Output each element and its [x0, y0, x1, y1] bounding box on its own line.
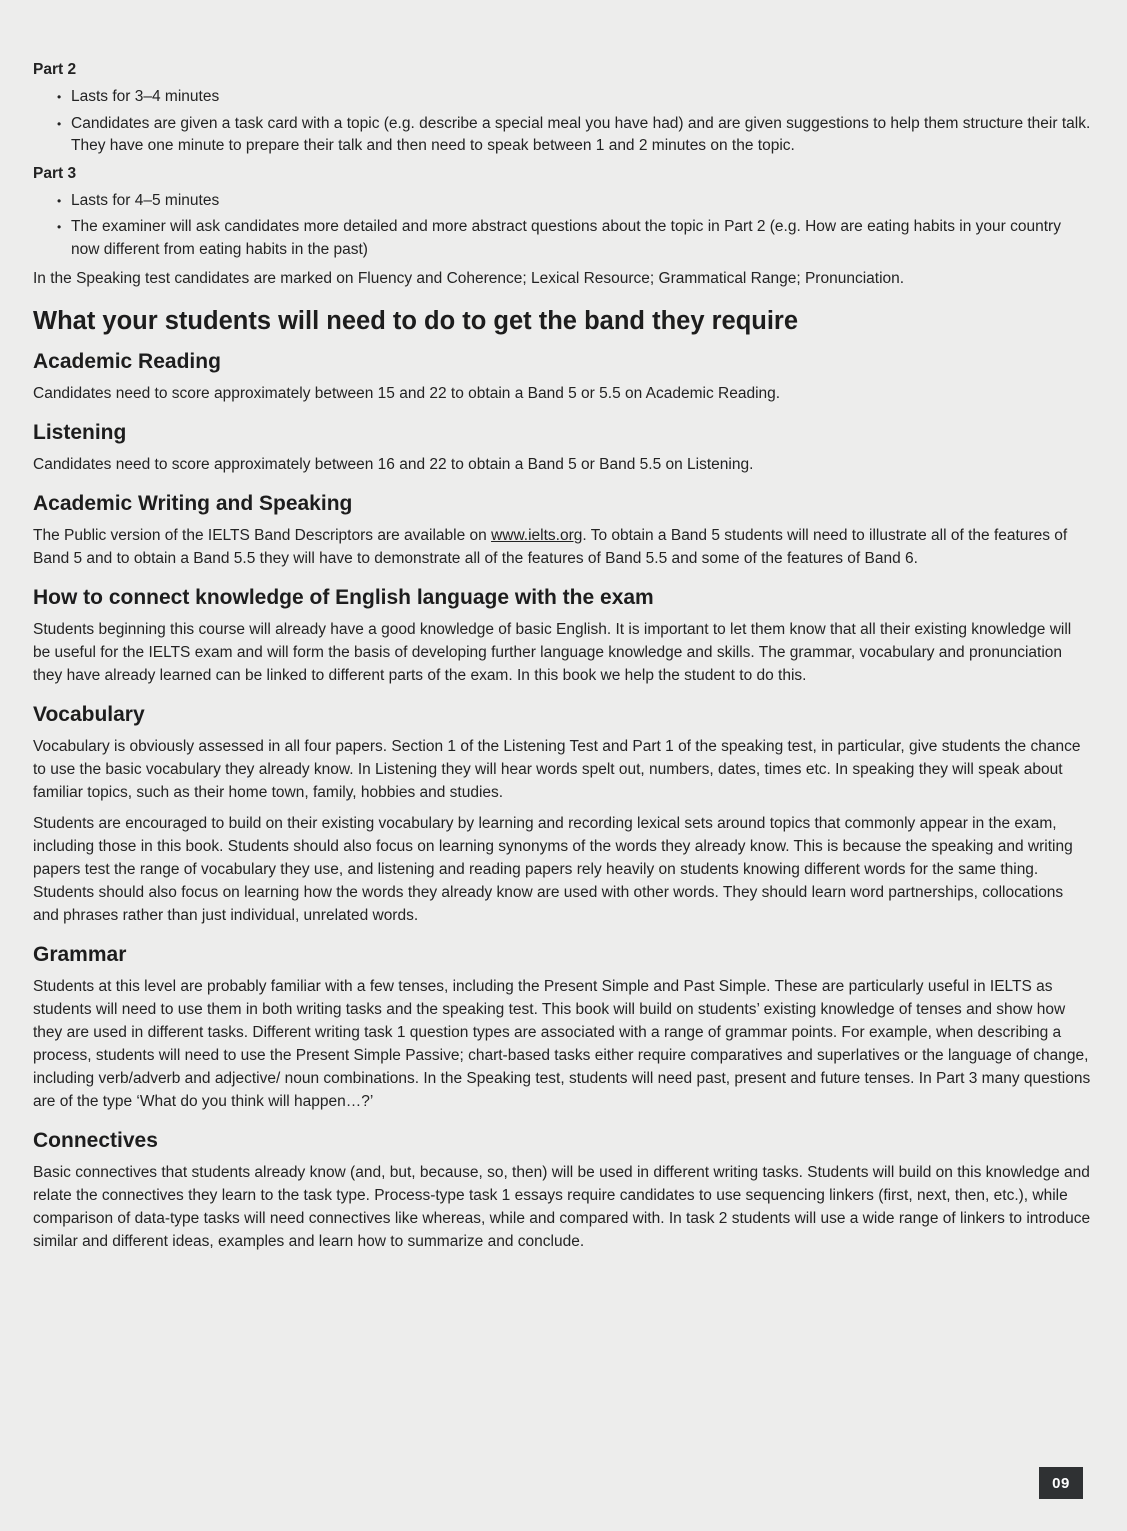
listening-heading: Listening	[33, 421, 127, 444]
listening-text: Candidates need to score approximately between 16 and 22 to obtain a Band 5 or Band 5.5 on Listening.	[33, 456, 754, 473]
part3-bullet-list	[33, 190, 1091, 262]
part2-bullet-list	[33, 86, 1091, 158]
academic-reading-heading: Academic Reading	[33, 350, 221, 373]
page-number-badge: 09	[1039, 1467, 1083, 1499]
writing-speaking-text-after: . To obtain a Band 5 students will need to illustrate all of the features of Band 5 and to obtain a Band 5.5 they will have to demonstrate all of the features of Band 5.5 and some of the features of Band 6.	[33, 527, 1068, 567]
vocabulary-paragraph-2: Students are encouraged to build on their existing vocabulary by learning and recording lexical sets around topics that commonly appear in the exam, including those in this book. Students should also focus on learning synonyms of the words they already know. This is because the speaking and writing papers test the range of vocabulary they use, and listening and reading papers rely heavily on students knowing different words for the same thing. Students should also focus on learning how the words they already know are used with other words. They should learn word partnerships, collocations and phrases rather than just individual, unrelated words.	[33, 815, 1073, 924]
connect-text: Students beginning this course will already have a good knowledge of basic English. It is important to let them know that all their existing knowledge will be useful for the IELTS exam and will form the basis of developing further language knowledge and skills. The grammar, vocabulary and pronunciation they have already learned can be linked to different parts of the exam. In this book we help the student to do this.	[33, 621, 1072, 684]
main-heading: What your students will need to do to get the band they require	[33, 307, 799, 335]
connectives-heading: Connectives	[33, 1129, 158, 1152]
part2-bullet-task-card: • Candidates are given a task card with a topic (e.g. describe a special meal you have had) and are given suggestions to help them structure their talk. They have one minute to prepare their talk and then need to speak between 1 and 2 minutes on the topic.	[33, 113, 1091, 158]
connectives-text: Basic connectives that students already know (and, but, because, so, then) will be used in different writing tasks. Students will build on this knowledge and relate the connectives they learn to the task type. Process-type task 1 essays require candidates to use sequencing linkers (first, next, then, etc.), while comparison of data-type tasks will need connectives like whereas, while and compared with. In task 2 students will use a wide range of linkers to introduce similar and different ideas, examples and learn how to summarize and conclude.	[33, 1164, 1091, 1250]
writing-speaking-text	[33, 524, 1091, 570]
vocabulary-paragraph-1: Vocabulary is obviously assessed in all four papers. Section 1 of the Listening Test and Part 1 of the speaking test, in particular, give students the chance to use the basic vocabulary they already know. In Listening they will hear words spelt out, numbers, dates, times etc. In speaking they will speak about familiar topics, such as their home town, family, hobbies and studies.	[33, 738, 1081, 801]
part3-bullet-examiner: • The examiner will ask candidates more detailed and more abstract questions about the topic in Part 2 (e.g. How are eating habits in your country now different from eating habits in the past)	[33, 216, 1091, 261]
part3-bullet-duration: • Lasts for 4–5 minutes	[33, 190, 1091, 213]
writing-speaking-text-before: The Public version of the IELTS Band Descriptors are available on	[33, 527, 492, 544]
part2-title: Part 2	[33, 61, 77, 78]
writing-speaking-heading: Academic Writing and Speaking	[33, 492, 353, 515]
ielts-website-link[interactable]: www.ielts.org	[491, 527, 583, 544]
grammar-text: Students at this level are probably familiar with a few tenses, including the Present Simple and Past Simple. These are particularly useful in IELTS as students will need to use them in both writing tasks and the speaking test. This book will build on students’ existing knowledge of tenses and show how they are used in different tasks. Different writing task 1 question types are associated with a range of grammar points. For example, when describing a process, students will need to use the Present Simple Passive; chart-based tasks either require comparatives and superlatives or the language of change, including verb/adverb and adjective/ noun combinations. In the Speaking test, students will need past, present and future tenses. In Part 3 many questions are of the type ‘What do you think will happen…?’	[33, 978, 1091, 1110]
vocabulary-heading: Vocabulary	[33, 703, 145, 726]
academic-reading-text: Candidates need to score approximately between 15 and 22 to obtain a Band 5 or 5.5 on Academic Reading.	[33, 385, 781, 402]
part3-title: Part 3	[33, 164, 77, 182]
connect-heading: How to connect knowledge of English language with the exam	[33, 586, 654, 609]
part2-bullet-duration: • Lasts for 3–4 minutes	[33, 86, 1091, 109]
page-content	[33, 60, 1091, 1253]
grammar-heading: Grammar	[33, 943, 127, 966]
speaking-marking-text: In the Speaking test candidates are marked on Fluency and Coherence; Lexical Resource; Grammatical Range; Pronunciation.	[33, 270, 905, 287]
